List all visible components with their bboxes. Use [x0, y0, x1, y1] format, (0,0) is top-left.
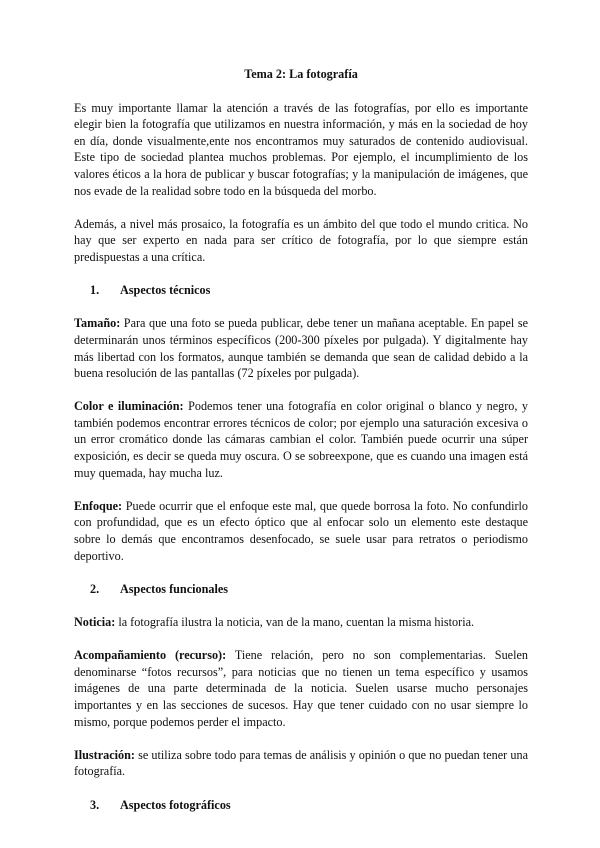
- definition-term: Ilustración:: [74, 747, 135, 762]
- document-title: Tema 2: La fotografía: [244, 67, 358, 81]
- section-title: Aspectos fotográficos: [120, 797, 231, 812]
- definition-paragraph: [74, 747, 528, 780]
- intro-paragraph: Es muy importante llamar la atención a través de las fotografías, por ello es importante elegir bien la fotografía que utilizamos en nuestra información, y más en la sociedad de hoy en día, donde visualmente,ente nos encontramos muy saturados de contenido audiovisual. Este tipo de sociedad plantea muchos problemas. Por ejemplo, el incumplimiento de los valores éticos a la hora de publicar y buscar fotografías; y la manipulación de imágenes, que nos evade de la realidad sobre todo en la búsqueda del morbo.: [74, 100, 528, 198]
- section-heading: [74, 797, 528, 814]
- definition-term: Color e iluminación:: [74, 399, 184, 414]
- section-number: 1.: [90, 283, 100, 298]
- section-title: Aspectos funcionales: [120, 581, 228, 596]
- section-title: Aspectos técnicos: [120, 283, 211, 298]
- definition-text: Para que una foto se pueda publicar, debe tener un mañana aceptable. En papel se determinarán unos términos específicos (200-300 píxeles por pulgada). Y digitalmente hay más libertad con los formatos, aunque también se demanda que sean de calidad debido a la buena resolución de las pantallas (72 píxeles por pulgada).: [74, 316, 528, 381]
- definition-term: Noticia:: [74, 615, 116, 629]
- section-heading: [74, 282, 528, 299]
- definition-text: la fotografía ilustra la noticia, van de la mano, cuentan la misma historia.: [115, 615, 475, 629]
- definition-text: Puede ocurrir que el enfoque este mal, que quede borrosa la foto. No confundirlo con profundidad, que es un efecto óptico que al enfocar solo un elemento este destaque sobre lo demás que encontramos desenfocado, se suele usar para retratos o periodismo deportivo.: [74, 498, 528, 563]
- definition-text: se utiliza sobre todo para temas de análisis y opinión o que no puedan tener una fotografía.: [74, 747, 528, 779]
- definition-term: Enfoque:: [74, 498, 123, 513]
- definition-paragraph: [74, 614, 528, 631]
- definition-text: Podemos tener una fotografía en color original o blanco y negro, y también podemos encontrar errores técnicos de color; por ejemplo una saturación excesiva o un error cromático donde las cámaras cambian el color. También puede ocurrir una súper exposición, es decir se queda muy oscura. O se sobreexpone, que es cuando una imagen está muy quemada, hay mucha luz.: [74, 399, 528, 480]
- intro-paragraph: Además, a nivel más prosaico, la fotografía es un ámbito del que todo el mundo critica. No hay que ser experto en nada para ser crítico de fotografía, por lo que siempre están predispuestas a una crítica.: [74, 216, 528, 264]
- definition-paragraph: [74, 398, 528, 481]
- definition-paragraph: [74, 498, 528, 564]
- definition-paragraph: [74, 315, 528, 381]
- section-number: 3.: [90, 797, 100, 812]
- section-heading: [74, 581, 528, 598]
- definition-text: Tiene relación, pero no son complementarias. Suelen denominarse “fotos recursos”, para noticias que no tienen un tema específico y usamos imágenes de una parte determinada de la noticia. Suelen usarse mucho personajes importantes y en las secciones de sucesos. Hay que tener cuidado con no usar siempre lo mismo, porque podemos perder el impacto.: [74, 648, 528, 729]
- definition-term: Acompañamiento (recurso):: [74, 648, 227, 663]
- definition-term: Tamaño:: [74, 316, 121, 331]
- definition-paragraph: [74, 647, 528, 730]
- section-number: 2.: [90, 581, 100, 596]
- document-page: [74, 66, 528, 830]
